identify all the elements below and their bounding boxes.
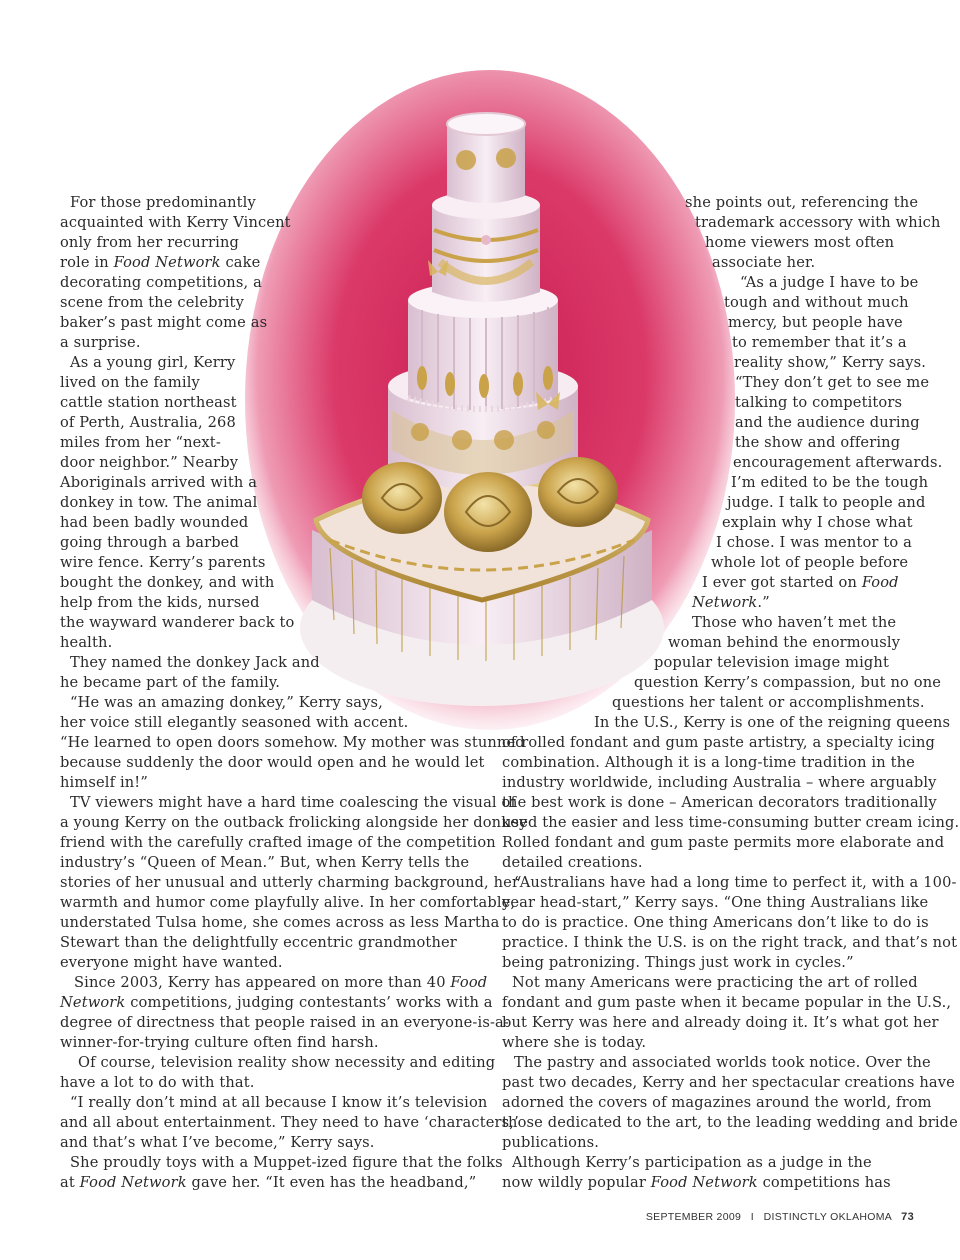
text-line: the show and offering <box>735 434 901 451</box>
text-line: reality show,” Kerry says. <box>734 354 927 371</box>
text-line: at Food Network gave her. “It even has the headband,” <box>60 1174 477 1191</box>
magazine-name: DISTINCTLY OKLAHOMA <box>763 1211 892 1223</box>
text-line: everyone might have wanted. <box>60 954 283 971</box>
text-line: past two decades, Kerry and her spectacular creations have <box>502 1074 955 1091</box>
text-line: combination. Although it is a long-time tradition in the <box>502 754 915 771</box>
text-line: being patronizing. Things just work in cycles.” <box>502 954 854 971</box>
text-line: she points out, referencing the <box>685 194 919 211</box>
text-line: explain why I chose what <box>722 514 913 531</box>
text-line: question Kerry’s compassion, but no one <box>634 674 942 691</box>
text-line: encouragement afterwards. <box>733 454 943 471</box>
text-line: understated Tulsa home, she comes across as less Martha <box>60 914 500 931</box>
text-line: miles from her “next- <box>60 434 221 451</box>
text-line: decorating competitions, a <box>60 274 262 291</box>
text-line: friend with the carefully crafted image of the competition <box>60 834 496 851</box>
text-line: her voice still elegantly seasoned with accent. <box>60 714 409 731</box>
text-line: “He was an amazing donkey,” Kerry says, <box>70 694 383 711</box>
text-line: Since 2003, Kerry has appeared on more than 40 Food <box>74 974 488 991</box>
text-line: the wayward wanderer back to <box>60 614 295 631</box>
text-line: warmth and humor come playfully alive. In her comfortable, <box>60 894 516 911</box>
text-line: Stewart than the delightfully eccentric grandmother <box>60 934 457 951</box>
text-line: to remember that it’s a <box>732 334 907 351</box>
text-line: Network.” <box>692 594 770 611</box>
text-line: questions her talent or accomplishments. <box>612 694 925 711</box>
text-line: TV viewers might have a hard time coalescing the visual of <box>70 794 517 811</box>
text-line: woman behind the enormously <box>668 634 901 651</box>
text-line: the best work is done – American decorators traditionally <box>502 794 937 811</box>
text-line: She proudly toys with a Muppet-ized figure that the folks <box>70 1154 503 1171</box>
text-line: popular television image might <box>654 654 889 671</box>
text-line: health. <box>60 634 113 651</box>
text-line: Although Kerry’s participation as a judge in the <box>512 1154 872 1171</box>
text-line: scene from the celebrity <box>60 294 244 311</box>
text-line: and all about entertainment. They need to have ‘characters,’ <box>60 1114 519 1131</box>
text-line: of Perth, Australia, 268 <box>60 414 236 431</box>
text-line: talking to competitors <box>735 394 903 411</box>
text-line: going through a barbed <box>60 534 239 551</box>
text-line: mercy, but people have <box>728 314 903 331</box>
text-line: a young Kerry on the outback frolicking alongside her donkey <box>60 814 528 831</box>
text-line: “They don’t get to see me <box>735 374 930 391</box>
text-line: and the audience during <box>735 414 920 431</box>
text-line: where she is today. <box>502 1034 647 1051</box>
text-line: role in Food Network cake <box>60 254 261 271</box>
text-line: associate her. <box>712 254 816 271</box>
text-line: Not many Americans were practicing the art of rolled <box>512 974 918 991</box>
text-line: cattle station northeast <box>60 394 237 411</box>
text-line: stories of her unusual and utterly charming background, her <box>60 874 520 891</box>
text-line: home viewers most often <box>705 234 895 251</box>
text-line: publications. <box>502 1134 600 1151</box>
text-line: he became part of the family. <box>60 674 281 691</box>
text-line: a surprise. <box>60 334 141 351</box>
text-line: baker’s past might come as <box>60 314 268 331</box>
text-line: detailed creations. <box>502 854 643 871</box>
text-line: “He learned to open doors somehow. My mother was stunned <box>60 734 525 751</box>
page-footer <box>646 1211 914 1223</box>
text-line: only from her recurring <box>60 234 240 251</box>
text-line: industry worldwide, including Australia – where arguably <box>502 774 937 791</box>
text-line: fondant and gum paste when it became popular in the U.S., <box>502 994 952 1011</box>
text-line: help from the kids, nursed <box>60 594 260 611</box>
text-line: For those predominantly <box>70 194 256 211</box>
text-line: wire fence. Kerry’s parents <box>60 554 266 571</box>
text-line: to do is practice. One thing Americans don’t like to do is <box>502 914 929 931</box>
text-line: “I really don’t mind at all because I know it’s television <box>70 1094 488 1111</box>
text-line: and that’s what I’ve become,” Kerry says. <box>60 1134 375 1151</box>
text-line: those dedicated to the art, to the leading wedding and bride <box>502 1114 958 1131</box>
text-line: have a lot to do with that. <box>60 1074 255 1091</box>
issue-date: SEPTEMBER 2009 <box>645 1211 742 1223</box>
text-line: “Australians have had a long time to perfect it, with a 100- <box>514 874 957 891</box>
text-line: degree of directness that people raised in an everyone-is-a- <box>60 1014 509 1031</box>
text-line: year head-start,” Kerry says. “One thing Australians like <box>502 894 929 911</box>
text-line: practice. I think the U.S. is on the right track, and that’s not <box>502 934 958 951</box>
text-line: donkey in tow. The animal <box>60 494 258 511</box>
text-line: lived on the family <box>60 374 200 391</box>
text-line: door neighbor.” Nearby <box>60 454 239 471</box>
text-line: Of course, television reality show necessity and editing <box>78 1054 496 1071</box>
text-line: had been badly wounded <box>60 514 249 531</box>
text-line: I’m edited to be the tough <box>731 474 929 491</box>
text-line: The pastry and associated worlds took notice. Over the <box>514 1054 931 1071</box>
text-line: but Kerry was here and already doing it. It’s what got her <box>502 1014 939 1031</box>
text-line: Network competitions, judging contestants’ works with a <box>60 994 493 1011</box>
text-line: winner-for-trying culture often find harsh. <box>60 1034 379 1051</box>
text-line: himself in!” <box>60 774 148 791</box>
text-line: As a young girl, Kerry <box>70 354 236 371</box>
text-line: Rolled fondant and gum paste permits more elaborate and <box>502 834 945 851</box>
text-line: adorned the covers of magazines around the world, from <box>502 1094 932 1111</box>
text-line: because suddenly the door would open and he would let <box>60 754 485 771</box>
text-line: Aboriginals arrived with a <box>60 474 258 491</box>
text-line: used the easier and less time-consuming butter cream icing. <box>502 814 960 831</box>
text-line: industry’s “Queen of Mean.” But, when Kerry tells the <box>60 854 470 871</box>
text-line: of rolled fondant and gum paste artistry, a specialty icing <box>502 734 936 751</box>
footer-separator: I <box>750 1211 754 1223</box>
text-line: whole lot of people before <box>711 554 909 571</box>
text-line: Those who haven’t met the <box>692 614 897 631</box>
text-line: tough and without much <box>724 294 909 311</box>
page-number: 73 <box>901 1211 914 1223</box>
text-line: judge. I talk to people and <box>727 494 926 511</box>
text-line: “As a judge I have to be <box>740 274 919 291</box>
text-line: They named the donkey Jack and <box>70 654 320 671</box>
text-line: acquainted with Kerry Vincent <box>60 214 291 231</box>
text-line: bought the donkey, and with <box>60 574 275 591</box>
text-line: now wildly popular Food Network competitions has <box>502 1174 891 1191</box>
text-line: trademark accessory with which <box>695 214 941 231</box>
text-line: In the U.S., Kerry is one of the reigning queens <box>594 714 951 731</box>
text-line: I ever got started on Food <box>702 574 899 591</box>
text-line: I chose. I was mentor to a <box>716 534 912 551</box>
